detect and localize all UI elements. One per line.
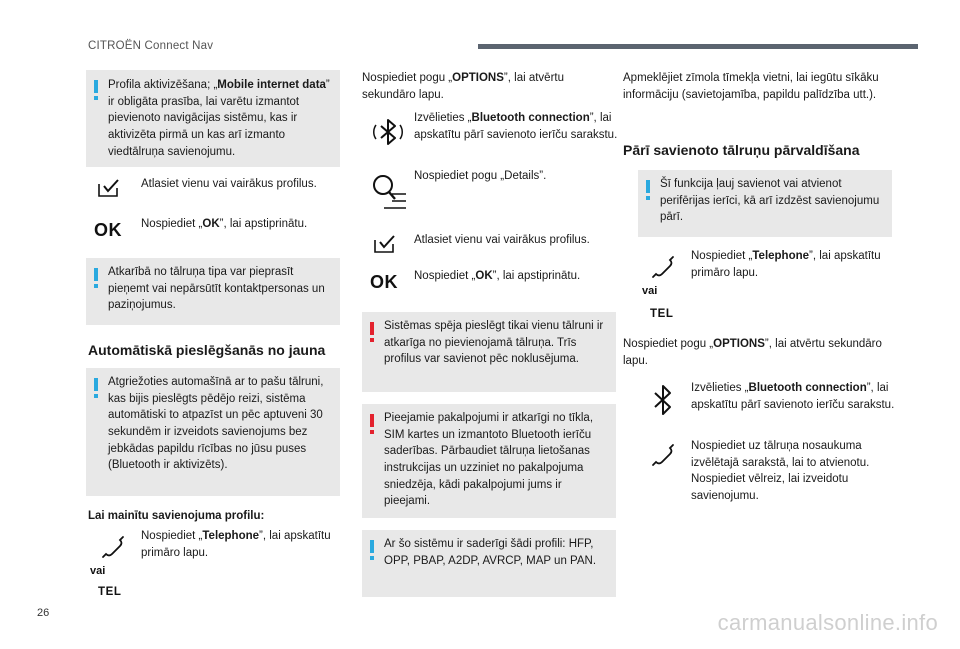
warning-icon: [370, 322, 374, 335]
ok-icon: OK: [370, 272, 398, 292]
step-text: Nospiediet „Telephone”, lai apskatītu primāro lapu.: [141, 530, 331, 559]
step-details: [362, 166, 622, 218]
step-disconnect: [638, 436, 898, 506]
step-telephone-2: [638, 246, 898, 326]
info-icon: [94, 378, 98, 391]
or-label: vai: [90, 565, 106, 577]
ok-icon: OK: [94, 220, 122, 240]
checkbox-check-icon: [98, 178, 120, 198]
info-icon: [94, 268, 98, 281]
info-icon: [646, 180, 650, 193]
note-text: Profila aktivizēšana; „Mobile internet data” ir obligāta prasība, lai varētu izmantot pievienoto navigācijas sistēmu, kas ir aktivizēta pirmā un kas arī izmanto viedtālruņa savienojumu.: [108, 79, 330, 158]
watermark: carmanualsonline.info: [717, 610, 938, 636]
step-text: Nospiediet „Telephone”, lai apskatītu primāro lapu.: [691, 250, 881, 279]
step-text: Izvēlieties „Bluetooth connection”, lai apskatītu pārī savienoto ierīču sarakstu.: [691, 382, 895, 411]
section-heading-manage-paired: Pārī savienoto tālruņu pārvaldīšana: [623, 142, 860, 158]
step-telephone: [86, 526, 346, 606]
or-label: vai: [642, 285, 658, 297]
phone-handset-icon: [650, 254, 676, 280]
step-text: Atlasiet vienu vai vairākus profilus.: [141, 178, 317, 190]
note-text: Ar šo sistēmu ir saderīgi šādi profili: HFP, OPP, PBAP, A2DP, AVRCP, MAP un PAN.: [384, 538, 597, 567]
note-text: Pieejamie pakalpojumi ir atkarīgi no tīkla, SIM kartes un izmantoto Bluetooth ierīču saderības. Pārbaudiet tālruņa lietošanas instrukcijas un uzziniet no pakalpojuma sniedzēja, kādi pakalpojumi jums ir pieejami.: [384, 412, 594, 508]
options-instruction: Nospiediet pogu „OPTIONS”, lai atvērtu sekundāro lapu.: [362, 72, 564, 101]
step-confirm-ok-2: [362, 264, 622, 294]
warning-note-one-phone: [362, 312, 616, 392]
website-note: Apmeklējiet zīmola tīmekļa vietni, lai iegūtu sīkāku informāciju (savietojamība, papildu palīdzība utt.).: [623, 72, 879, 101]
document-header-title: CITROËN Connect Nav: [88, 40, 214, 52]
subheading-change-profile: Lai mainītu savienojuma profilu:: [88, 510, 265, 522]
warning-note-services: [362, 404, 616, 518]
step-select-profiles-2: [362, 228, 622, 258]
bluetooth-icon: [368, 112, 408, 152]
tel-icon: TEL: [650, 308, 674, 320]
step-bluetooth-connection: [362, 108, 622, 160]
details-search-list-icon: [368, 170, 410, 212]
step-text: Nospiediet „OK”, lai apstiprinātu.: [414, 270, 581, 282]
options-instruction-2: Nospiediet pogu „OPTIONS”, lai atvērtu sekundāro lapu.: [623, 338, 882, 367]
step-text: Nospiediet pogu „Details”.: [414, 170, 547, 182]
note-text: Atgriežoties automašīnā ar to pašu tālruni, kas bijis pieslēgts pēdējo reizi, sistēma automātiski to atpazīst un pēc aptuveni 30 sekundēm ir izveidots savienojums bez jebkādas papildu rīcības no jūsu puses (Bluetooth ir aktivizēts).: [108, 376, 324, 472]
warning-icon: [370, 414, 374, 427]
info-icon: [370, 540, 374, 553]
step-select-profiles: [86, 172, 346, 206]
note-text: Šī funkcija ļauj savienot vai atvienot perifērijas ierīci, kā arī izdzēst savienojumu pārī.: [660, 178, 880, 224]
info-note-profile: [86, 70, 340, 167]
step-bluetooth-connection-2: [638, 378, 898, 430]
phone-handset-icon: [650, 442, 676, 468]
page-number: 26: [37, 607, 50, 619]
checkbox-check-icon: [374, 234, 396, 254]
info-note-contacts: [86, 258, 340, 325]
info-note-manage: [638, 170, 892, 237]
info-note-auto-reconnect: [86, 368, 340, 496]
step-text: Atlasiet vienu vai vairākus profilus.: [414, 234, 590, 246]
header-bar: [478, 44, 918, 49]
phone-handset-icon: [100, 534, 126, 560]
bluetooth-icon: [648, 382, 678, 420]
note-text: Atkarībā no tālruņa tipa var pieprasīt pieņemt vai nepārsūtīt kontaktpersonas un paziņojumus.: [108, 266, 325, 312]
step-text: Nospiediet „OK”, lai apstiprinātu.: [141, 218, 308, 230]
step-text: Izvēlieties „Bluetooth connection”, lai apskatītu pārī savienoto ierīču sarakstu.: [414, 112, 618, 141]
info-icon: [94, 80, 98, 93]
step-confirm-ok: [86, 212, 346, 242]
info-note-profiles: [362, 530, 616, 597]
note-text: Sistēmas spēja pieslēgt tikai vienu tālruni ir atkarīga no pievienojamā tālruņa. Trīs profilus var savienot pēc noklusējuma.: [384, 320, 604, 366]
step-text: Nospiediet uz tālruņa nosaukuma izvēlētajā sarakstā, lai to atvienotu. Nospiediet vēlreiz, lai izveidotu savienojumu.: [691, 440, 870, 503]
section-heading-auto-reconnect: Automātiskā pieslēgšanās no jauna: [88, 342, 326, 358]
tel-icon: TEL: [98, 586, 122, 598]
